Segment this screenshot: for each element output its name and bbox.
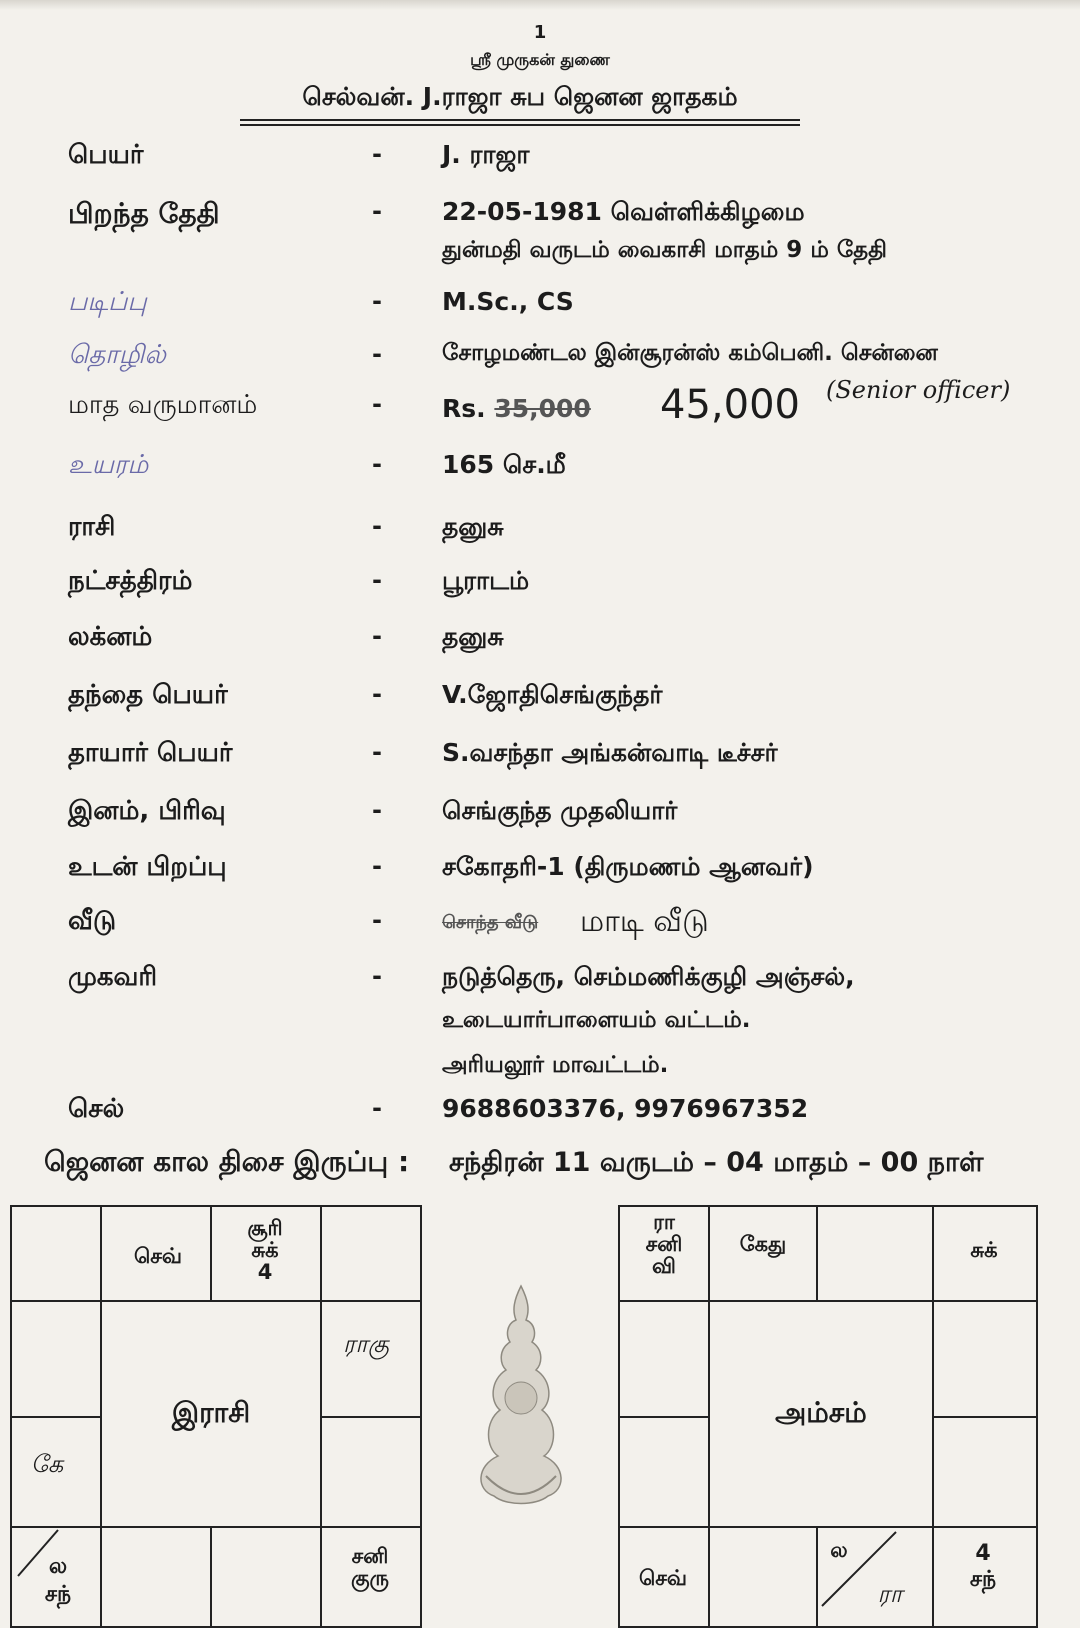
lagna-chandran: ல சந்	[44, 1554, 72, 1607]
field-dash: -	[372, 852, 382, 880]
field-dash: -	[372, 512, 382, 540]
field-label: தந்தை பெயர்	[68, 680, 228, 710]
dasa-balance	[44, 1145, 983, 1182]
field-value: S.வசந்தா அங்கன்வாடி டீச்சர்	[442, 738, 778, 767]
field-value: தனுசு	[442, 622, 504, 651]
amsam-center-label: அம்சம்	[775, 1395, 867, 1429]
deity-emblem	[446, 1280, 596, 1520]
field-dash: -	[372, 906, 382, 934]
rasi-house	[10, 1300, 102, 1418]
amsam-house	[618, 1300, 710, 1418]
lagna-divider	[816, 1526, 934, 1628]
handwritten-house: மாடி வீடு	[580, 904, 709, 939]
field-value: 9688603376, 9976967352	[442, 1094, 809, 1123]
field-dash: -	[372, 962, 382, 990]
field-dash: -	[372, 566, 382, 594]
lagna-mark: ல	[830, 1538, 848, 1562]
field-value: பூராடம்	[442, 566, 530, 595]
field-label: இனம், பிரிவு	[68, 796, 226, 826]
field-label: உயரம்	[68, 450, 149, 480]
planet-sevvai: செவ்	[638, 1566, 688, 1590]
field-label: செல்	[68, 1094, 125, 1124]
field-dash: -	[372, 1094, 382, 1122]
field-value-line2: உடையார்பாளையம் வட்டம்.	[442, 1007, 751, 1033]
amsam-center	[708, 1300, 934, 1528]
planet-raagu: ராகு	[342, 1330, 390, 1358]
field-value: V.ஜோதிசெங்குந்தர்	[442, 680, 663, 709]
rasi-house	[210, 1526, 322, 1628]
planet-raagu: ரா	[877, 1580, 903, 1608]
field-value	[442, 394, 591, 423]
field-dash: -	[372, 796, 382, 824]
struck-amount: 35,000	[494, 394, 591, 423]
field-dash: -	[372, 738, 382, 766]
field-label: பெயர்	[68, 140, 144, 170]
rasi-center-label: இராசி	[171, 1395, 251, 1429]
field-dash: -	[372, 340, 382, 368]
field-value-line3: அரியலூர் மாவட்டம்.	[442, 1052, 669, 1078]
page-number: 1	[533, 22, 547, 43]
dasa-value: சந்திரன் 11 வருடம் – 04 மாதம் – 00 நாள்	[448, 1147, 984, 1178]
field-dash: -	[372, 287, 382, 315]
field-label: மாத வருமானம்	[68, 390, 258, 420]
planet-sukran: சுக்	[970, 1238, 998, 1262]
amsam-house	[932, 1416, 1038, 1528]
amsam-house	[932, 1300, 1038, 1418]
field-label: லக்னம்	[68, 622, 153, 652]
rasi-house	[320, 1416, 422, 1528]
planet-group: சூரி சுக் 4	[247, 1216, 283, 1284]
rasi-chart	[10, 1205, 422, 1628]
handwritten-amount: 45,000	[660, 382, 800, 428]
struck-house	[442, 912, 538, 935]
rasi-center	[100, 1300, 322, 1528]
scan-edge	[0, 0, 1080, 10]
field-dash: -	[372, 140, 382, 168]
field-dash: -	[372, 622, 382, 650]
field-value: J. ராஜா	[442, 140, 530, 169]
field-label: படிப்பு	[68, 287, 147, 317]
lagna-divider	[10, 1526, 102, 1628]
field-value: 22-05-1981 வெள்ளிக்கிழமை	[442, 197, 805, 226]
field-value: தனுசு	[442, 512, 504, 541]
field-label: பிறந்த தேதி	[68, 197, 220, 230]
field-label: தாயார் பெயர்	[68, 738, 233, 768]
field-value-line2: துன்மதி வருடம் வைகாசி மாதம் 9 ம் தேதி	[442, 237, 887, 263]
struck-text: சொந்த வீடு	[442, 912, 539, 933]
invocation-line: ஸ்ரீ முருகன் துணை	[470, 50, 610, 69]
amsam-house	[618, 1416, 710, 1528]
field-dash: -	[372, 450, 382, 478]
handwritten-note: (Senior officer)	[826, 376, 1011, 404]
planet-group: ரா சனி வி	[645, 1210, 683, 1278]
field-dash: -	[372, 680, 382, 708]
amsam-house	[816, 1205, 934, 1302]
field-label: உடன் பிறப்பு	[68, 852, 227, 882]
field-dash: -	[372, 197, 382, 225]
planet-kethu: கேது	[739, 1232, 787, 1256]
field-label: ராசி	[68, 512, 116, 542]
field-dash: -	[372, 390, 382, 418]
field-label: முகவரி	[68, 962, 158, 992]
document-title: செல்வன். J.ராஜா சுப ஜெனன ஜாதகம்	[240, 82, 800, 121]
rasi-house	[320, 1205, 422, 1302]
field-value: 165 செ.மீ	[442, 450, 566, 479]
field-label: தொழில்	[68, 340, 166, 370]
field-value: சோழமண்டல இன்சூரன்ஸ் கம்பெனி. சென்னை	[442, 340, 938, 366]
planet-group: சனி குரு	[350, 1544, 389, 1590]
dasa-label: ஜெனன கால திசை இருப்பு :	[44, 1145, 410, 1178]
field-label: வீடு	[68, 906, 117, 936]
planet-kethu: கே	[30, 1450, 64, 1478]
field-value: செங்குந்த முதலியார்	[442, 796, 678, 825]
rasi-house	[320, 1300, 422, 1418]
rasi-house	[100, 1526, 212, 1628]
field-value: சகோதரி-1 (திருமணம் ஆனவர்)	[442, 852, 814, 881]
field-label: நட்சத்திரம்	[68, 566, 193, 596]
field-value: M.Sc., CS	[442, 287, 574, 316]
planet-sevvai: செவ்	[133, 1244, 183, 1268]
currency-prefix: Rs.	[442, 394, 486, 423]
planet-chandran: 4 சந்	[969, 1541, 997, 1592]
field-value: நடுத்தெரு, செம்மணிக்குழி அஞ்சல்,	[442, 962, 855, 991]
amsam-house	[708, 1526, 818, 1628]
amsam-chart	[618, 1205, 1038, 1628]
rasi-house	[10, 1205, 102, 1302]
